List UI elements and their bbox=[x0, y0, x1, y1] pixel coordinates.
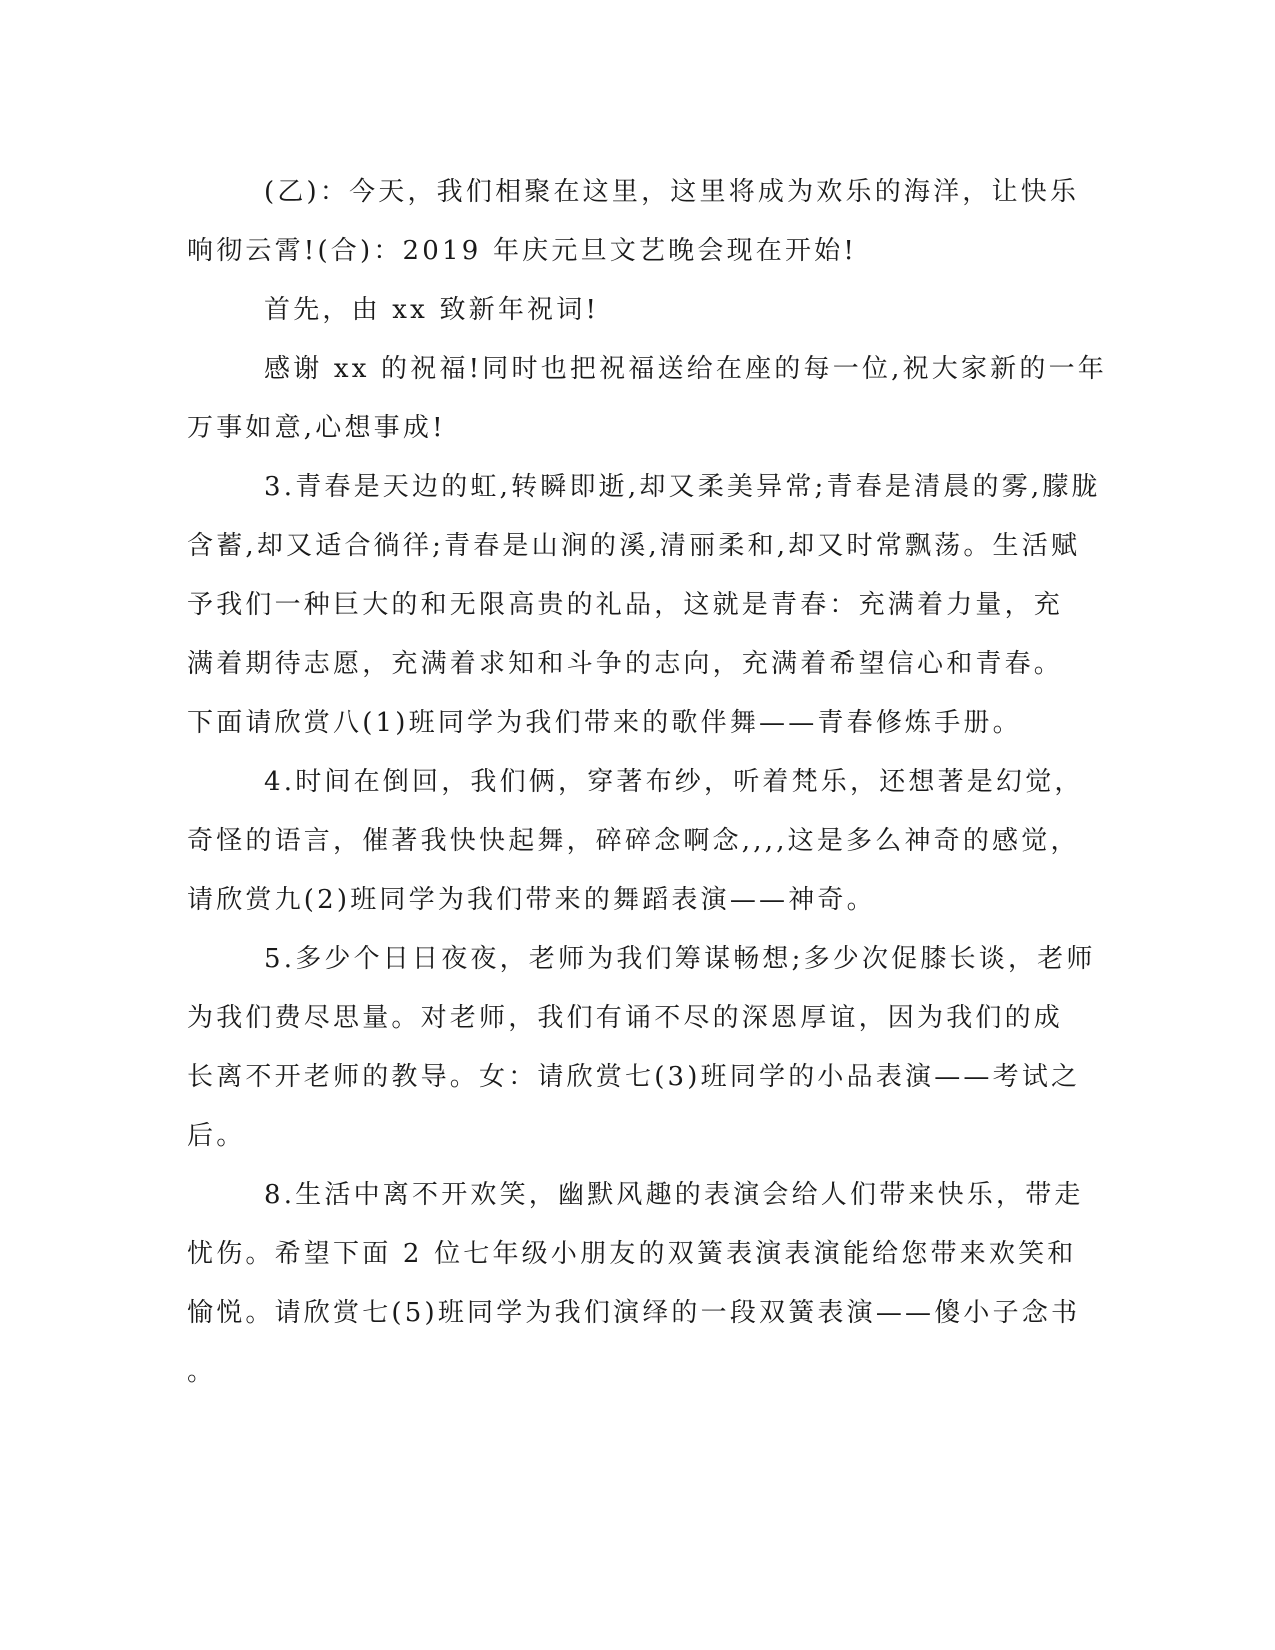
text-line: 。 bbox=[187, 1357, 217, 1387]
text-line: 含蓄,却又适合徜徉;青春是山涧的溪,清丽柔和,却又时常飘荡。生活赋 bbox=[187, 531, 1081, 561]
document-body bbox=[187, 163, 1107, 1402]
text-line: 予我们一种巨大的和无限高贵的礼品，这就是青春：充满着力量，充 bbox=[187, 590, 1064, 620]
text-line: 下面请欣赏八(1)班同学为我们带来的歌伴舞——青春修炼手册。 bbox=[187, 708, 1022, 738]
text-line: 3.青春是天边的虹,转瞬即逝,却又柔美异常;青春是清晨的雾,朦胧 bbox=[264, 472, 1101, 502]
text-line: 满着期待志愿，充满着求知和斗争的志向，充满着希望信心和青春。 bbox=[187, 649, 1064, 679]
text-line: 奇怪的语言，催著我快快起舞，碎碎念啊念,,,,这是多么神奇的感觉， bbox=[187, 826, 1080, 856]
text-line: 首先，由 xx 致新年祝词! bbox=[264, 295, 600, 325]
text-line: 4.时间在倒回，我们俩，穿著布纱，听着梵乐，还想著是幻觉， bbox=[264, 767, 1084, 797]
text-line: (乙)：今天，我们相聚在这里，这里将成为欢乐的海洋，让快乐 bbox=[264, 177, 1080, 207]
text-line: 8.生活中离不开欢笑，幽默风趣的表演会给人们带来快乐，带走 bbox=[264, 1180, 1084, 1210]
text-line: 为我们费尽思量。对老师，我们有诵不尽的深恩厚谊，因为我们的成 bbox=[187, 1003, 1064, 1033]
text-line: 响彻云霄!(合)：2019 年庆元旦文艺晚会现在开始! bbox=[187, 236, 858, 266]
text-line: 请欣赏九(2)班同学为我们带来的舞蹈表演——神奇。 bbox=[187, 885, 876, 915]
text-line: 长离不开老师的教导。女：请欣赏七(3)班同学的小品表演——考试之 bbox=[187, 1062, 1081, 1092]
text-line: 万事如意,心想事成! bbox=[187, 413, 446, 443]
text-line: 5.多少个日日夜夜，老师为我们筹谋畅想;多少次促膝长谈，老师 bbox=[264, 944, 1096, 974]
text-line: 愉悦。请欣赏七(5)班同学为我们演绎的一段双簧表演——傻小子念书 bbox=[187, 1298, 1081, 1328]
text-line: 感谢 xx 的祝福!同时也把祝福送给在座的每一位,祝大家新的一年 bbox=[264, 354, 1107, 384]
text-line: 后。 bbox=[187, 1121, 246, 1151]
text-line: 忧伤。希望下面 2 位七年级小朋友的双簧表演表演能给您带来欢笑和 bbox=[187, 1239, 1077, 1269]
